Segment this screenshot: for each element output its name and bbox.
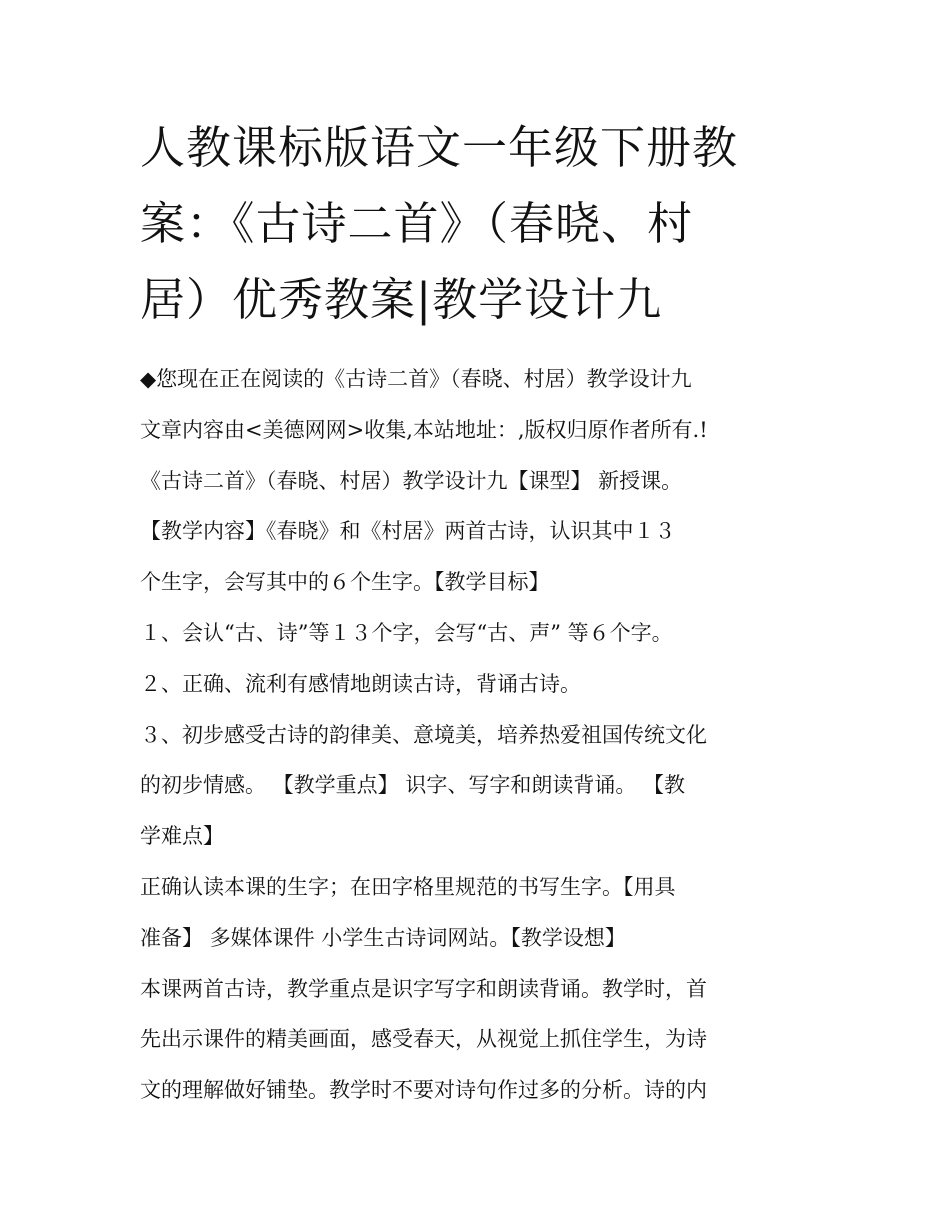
body-line: 学难点】 xyxy=(140,824,224,849)
body-line: ◆您现在正在阅读的《古诗二首》（春晓、村居）教学设计九 xyxy=(140,367,692,391)
body-line: 的初步情感。 【教学重点】 识字、写字和朗读背诵。 【教 xyxy=(140,773,686,798)
body-line: 准备】 多媒体课件 小学生古诗词网站。【教学设想】 xyxy=(140,925,626,950)
body-line: ２、正确、流利有感情地朗读古诗，背诵古诗。 xyxy=(140,671,581,696)
body-line: 文的理解做好铺垫。教学时不要对诗句作过多的分析。诗的内 xyxy=(140,1078,707,1103)
document-title xyxy=(140,110,820,338)
title-line: 居）优秀教案|教学设计九 xyxy=(140,273,663,326)
body-line: 个生字，会写其中的６个生字。【教学目标】 xyxy=(140,570,550,595)
body-line: 先出示课件的精美画面，感受春天，从视觉上抓住学生，为诗 xyxy=(140,1027,707,1052)
body-line: 正确认读本课的生字；在田字格里规范的书写生字。【用具 xyxy=(140,874,676,899)
body-line: 本课两首古诗，教学重点是识字写字和朗读背诵。教学时，首 xyxy=(140,976,707,1001)
body-line: ３、初步感受古诗的韵律美、意境美，培养热爱祖国传统文化 xyxy=(140,722,707,747)
body-line: １、会认“古、诗”等１３个字，会写“古、声” 等６个字。 xyxy=(140,620,673,645)
document-body xyxy=(140,354,830,1116)
body-line: 【教学内容】《春晓》和《村居》两首古诗，认识其中１３ xyxy=(140,519,676,544)
title-line: 人教课标版语文一年级下册教 xyxy=(140,121,739,174)
body-line: 《古诗二首》（春晓、村居）教学设计九【课型】 新授课。 xyxy=(140,468,683,493)
body-line: 文章内容由<美德网网>收集,本站地址：,版权归原作者所有.! xyxy=(140,417,708,442)
title-line: 案：《古诗二首》（春晓、村 xyxy=(140,197,694,250)
